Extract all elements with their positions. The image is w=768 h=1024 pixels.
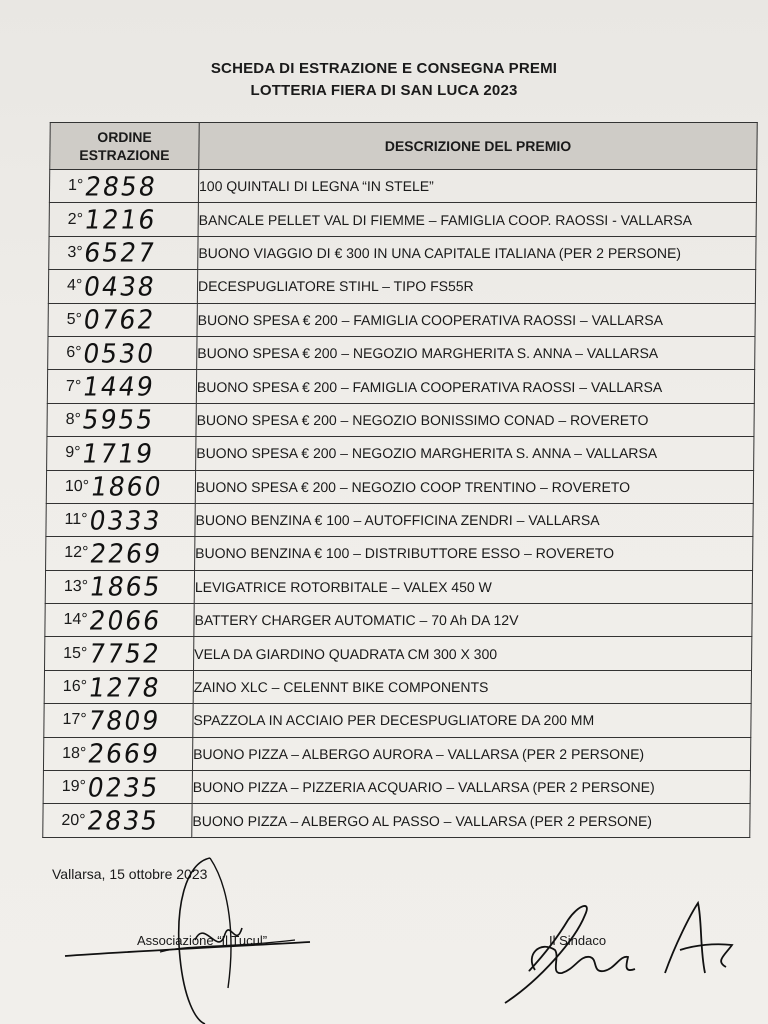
order-column-header: [50, 123, 199, 170]
association-signature: [60, 848, 320, 1024]
prize-description: BUONO SPESA € 200 – NEGOZIO MARGHERITA S. ANNA – VALLARSA: [197, 336, 755, 369]
winning-ticket-number: 0438: [82, 271, 159, 302]
table-row: [48, 336, 755, 369]
order-cell: [47, 403, 196, 436]
table-row: [46, 503, 753, 536]
winning-ticket-number: 0235: [85, 771, 162, 803]
association-label: Associazione “Il Tucul”: [137, 933, 268, 948]
winning-ticket-number: 0333: [87, 504, 164, 536]
draw-position: 17°: [62, 711, 87, 729]
draw-position: 15°: [63, 644, 88, 662]
table-row: [45, 637, 752, 670]
prize-description: DECESPUGLIATORE STIHL – TIPO FS55R: [197, 270, 755, 303]
prize-description: SPAZZOLA IN ACCIAIO PER DECESPUGLIATORE DA 200 MM: [193, 704, 751, 737]
order-cell: [48, 336, 197, 369]
order-header-line-1: ORDINE: [97, 129, 152, 145]
order-cell: [43, 771, 192, 804]
prize-description: BUONO SPESA € 200 – NEGOZIO BONISSIMO CONAD – ROVERETO: [196, 403, 754, 436]
order-header-line-2: ESTRAZIONE: [79, 147, 170, 163]
table-row: [49, 236, 756, 269]
draw-position: 14°: [63, 611, 88, 629]
prize-description: BANCALE PELLET VAL DI FIEMME – FAMIGLIA COOP. RAOSSI - VALLARSA: [198, 203, 756, 236]
prize-description: 100 QUINTALI DI LEGNA “IN STELE”: [198, 170, 756, 203]
winning-ticket-number: 0762: [81, 304, 158, 335]
prize-description: ZAINO XLC – CELENNT BIKE COMPONENTS: [193, 670, 751, 703]
prize-description: BATTERY CHARGER AUTOMATIC – 70 Ah DA 12V: [194, 604, 752, 637]
draw-position: 4°: [66, 277, 83, 295]
prize-description: BUONO SPESA € 200 – NEGOZIO MARGHERITA S. ANNA – VALLARSA: [196, 437, 754, 470]
order-cell: [46, 537, 195, 570]
order-cell: [44, 670, 193, 703]
prize-description: BUONO PIZZA – ALBERGO AL PASSO – VALLARSA (PER 2 PERSONE): [192, 804, 750, 837]
prize-description: BUONO SPESA € 200 – NEGOZIO COOP TRENTINO – ROVERETO: [195, 470, 753, 503]
title-line-2: LOTTERIA FIERA DI SAN LUCA 2023: [250, 82, 518, 99]
table-row: [47, 370, 754, 403]
table-row: [49, 203, 756, 236]
draw-position: 13°: [63, 577, 89, 595]
mayor-label: Il Sindaco: [549, 933, 607, 948]
prize-description: BUONO PIZZA – PIZZERIA ACQUARIO – VALLARSA (PER 2 PERSONE): [192, 771, 750, 804]
prize-description: VELA DA GIARDINO QUADRATA CM 300 X 300: [194, 637, 752, 670]
order-cell: [43, 804, 192, 837]
order-cell: [49, 170, 198, 203]
winning-ticket-number: 5955: [80, 404, 157, 436]
winning-ticket-number: 2858: [83, 170, 160, 202]
order-cell: [47, 437, 196, 470]
prize-description: BUONO SPESA € 200 – FAMIGLIA COOPERATIVA RAOSSI – VALLARSA: [197, 303, 755, 336]
document-title: [0, 58, 768, 102]
prize-description: LEVIGATRICE ROTORBITALE – VALEX 450 W: [194, 570, 752, 603]
draw-position: 20°: [61, 811, 86, 829]
mayor-signature: [500, 895, 750, 1005]
prize-description: BUONO BENZINA € 100 – AUTOFFICINA ZENDRI – VALLARSA: [195, 503, 753, 536]
prize-description: BUONO PIZZA – ALBERGO AURORA – VALLARSA (PER 2 PERSONE): [192, 737, 750, 770]
winning-ticket-number: 2835: [85, 805, 162, 836]
draw-position: 10°: [64, 477, 90, 495]
draw-position: 19°: [61, 778, 87, 796]
table-row: [43, 771, 750, 804]
prize-table: [42, 122, 757, 838]
winning-ticket-number: 2269: [88, 538, 165, 569]
order-cell: [45, 604, 194, 637]
title-line-1: SCHEDA DI ESTRAZIONE E CONSEGNA PREMI: [210, 60, 558, 77]
table-row: [46, 537, 753, 570]
table-header-row: [50, 123, 757, 170]
winning-ticket-number: 1278: [86, 671, 163, 703]
draw-position: 18°: [62, 744, 87, 762]
winning-ticket-number: 7752: [87, 638, 164, 669]
order-cell: [44, 704, 193, 737]
table-row: [44, 670, 751, 703]
draw-position: 12°: [64, 544, 89, 562]
draw-position: 3°: [67, 243, 83, 261]
order-cell: [47, 370, 196, 403]
table-row: [45, 604, 752, 637]
winning-ticket-number: 1719: [80, 438, 157, 469]
order-cell: [48, 270, 197, 303]
winning-ticket-number: 1216: [82, 204, 159, 235]
order-cell: [43, 737, 192, 770]
draw-position: 8°: [65, 410, 82, 428]
table-row: [49, 170, 756, 203]
draw-position: 1°: [67, 177, 84, 195]
draw-position: 9°: [65, 444, 81, 462]
description-column-header: DESCRIZIONE DEL PREMIO: [199, 123, 757, 170]
draw-position: 16°: [62, 678, 88, 696]
table-row: [47, 403, 754, 436]
winning-ticket-number: 2066: [87, 605, 164, 636]
order-cell: [46, 470, 195, 503]
winning-ticket-number: 0530: [81, 337, 158, 369]
order-cell: [45, 570, 194, 603]
table-row: [46, 470, 753, 503]
table-row: [48, 270, 755, 303]
order-cell: [49, 236, 198, 269]
winning-ticket-number: 1865: [87, 571, 165, 603]
draw-position: 6°: [66, 344, 82, 362]
draw-position: 2°: [67, 210, 84, 228]
table-row: [43, 737, 750, 770]
order-cell: [48, 303, 197, 336]
winning-ticket-number: 1860: [88, 471, 166, 502]
winning-ticket-number: 7809: [86, 705, 163, 736]
table-row: [48, 303, 755, 336]
winning-ticket-number: 6527: [82, 237, 159, 269]
table-row: [45, 570, 752, 603]
winning-ticket-number: 2669: [86, 738, 163, 770]
prize-description: BUONO VIAGGIO DI € 300 IN UNA CAPITALE ITALIANA (PER 2 PERSONE): [198, 236, 756, 269]
place-date: Vallarsa, 15 ottobre 2023: [52, 866, 208, 882]
winning-ticket-number: 1449: [80, 371, 158, 402]
draw-position: 5°: [66, 310, 83, 328]
table-row: [44, 704, 751, 737]
table-row: [43, 804, 750, 837]
prize-description: BUONO SPESA € 200 – FAMIGLIA COOPERATIVA RAOSSI – VALLARSA: [196, 370, 754, 403]
order-cell: [46, 503, 195, 536]
order-cell: [45, 637, 194, 670]
draw-position: 7°: [65, 377, 82, 395]
table-row: [47, 437, 754, 470]
draw-position: 11°: [64, 511, 88, 529]
order-cell: [49, 203, 198, 236]
prize-description: BUONO BENZINA € 100 – DISTRIBUTTORE ESSO – ROVERETO: [195, 537, 753, 570]
